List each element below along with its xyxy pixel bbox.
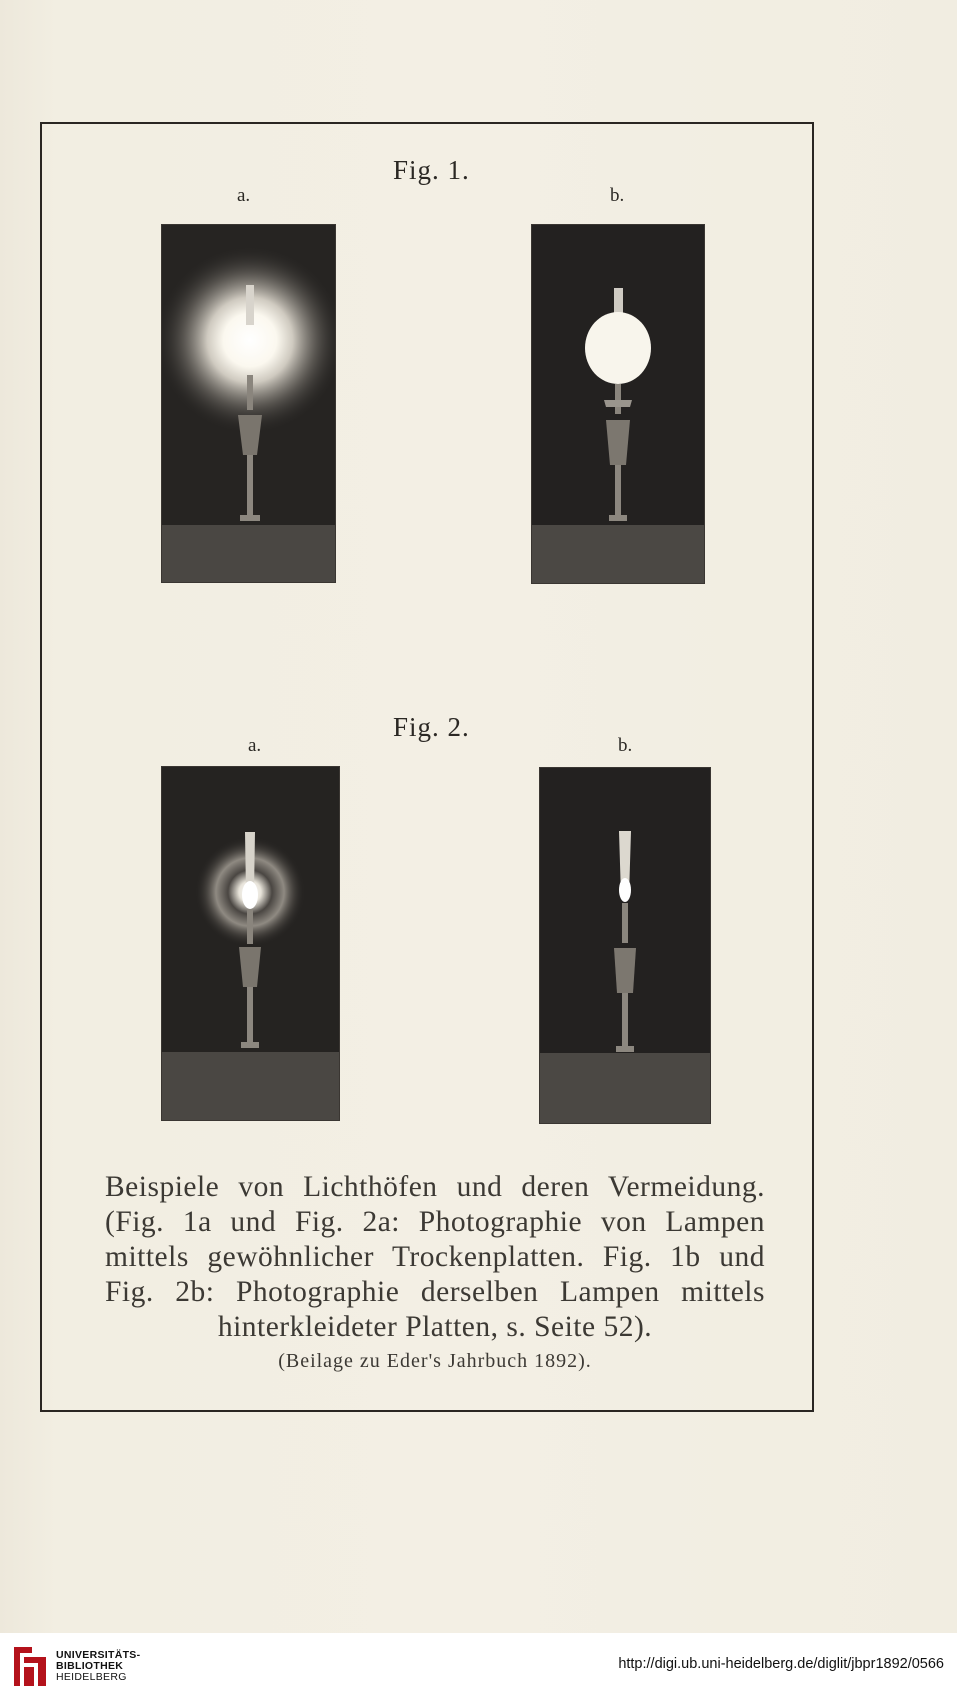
- caption-line: mittels gewöhnlicher Trockenplatten. Fig. 1b und: [105, 1241, 765, 1273]
- logo-line: BIBLIOTHEK: [56, 1660, 124, 1672]
- fig2-label-a: a.: [248, 735, 262, 756]
- caption-line: Fig. 2b: Photographie derselben Lampen mittels: [105, 1276, 765, 1308]
- fig2-title: Fig. 2.: [393, 712, 470, 742]
- permalink-url[interactable]: http://digi.ub.uni-heidelberg.de/diglit/jbpr1892/0566: [618, 1656, 944, 1672]
- fig1-title: Fig. 1.: [393, 155, 470, 185]
- footer-bar: [0, 1633, 957, 1700]
- fig2a-lamp-photo: [162, 767, 339, 1120]
- fig2b-lamp-photo: [540, 768, 710, 1123]
- fig1-label-a: a.: [237, 185, 251, 206]
- source-note: (Beilage zu Eder's Jahrbuch 1892).: [278, 1350, 592, 1372]
- fig1a-lamp-photo: [162, 225, 335, 582]
- caption-line: hinterkleideter Platten, s. Seite 52).: [217, 1311, 653, 1343]
- plate-caption: [105, 1170, 765, 1345]
- fig1-label-b: b.: [610, 185, 625, 206]
- caption-line: Beispiele von Lichthöfen und deren Vermeidung.: [105, 1171, 765, 1203]
- logo-line: HEIDELBERG: [56, 1671, 127, 1683]
- logo-line: UNIVERSITÄTS-: [56, 1649, 141, 1661]
- library-logo-icon[interactable]: [10, 1643, 50, 1690]
- caption-line: (Fig. 1a und Fig. 2a: Photographie von Lampen: [105, 1206, 765, 1238]
- fig2-label-b: b.: [618, 735, 633, 756]
- fig1b-lamp-photo: [532, 225, 704, 583]
- library-logo-text[interactable]: [56, 1650, 140, 1683]
